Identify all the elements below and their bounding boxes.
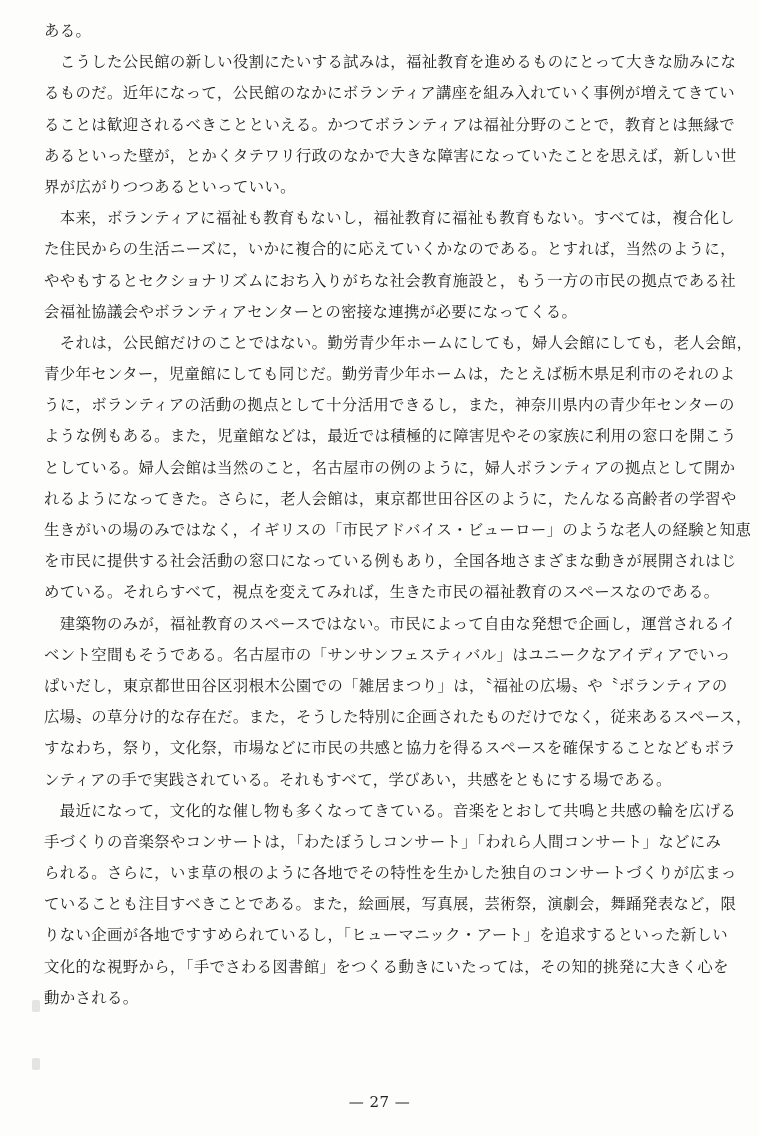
- text-line: ぱいだし，東京都世田谷区羽根木公園での「雑居まつり」は，〝福祉の広場〟や〝ボランティアの: [44, 676, 728, 695]
- text-line: ような例もある。また，児童館などは，最近では積極的に障害児やその家族に利用の窓口を開こう: [44, 427, 737, 446]
- text-line: 建築物のみが，福祉教育のスペースではない。市民によって自由な発想で企画し，運営されるイ: [44, 614, 736, 633]
- text-line: 生きがいの場のみではなく，イギリスの「市民アドバイス・ビューロー」のような老人の経験と知恵: [44, 521, 752, 539]
- text-line: [44, 1014, 734, 1045]
- scan-smudge: [32, 1000, 40, 1012]
- text-line: 手づくりの音楽祭やコンサートは，「わたぼうしコンサート」「われら人間コンサート」などにみ: [44, 832, 722, 851]
- text-line: 会福祉協議会やボランティアセンターとの密接な連携が必要になってくる。: [44, 302, 578, 321]
- text-line: 文化的な視野から，「手でさわる図書館」をつくる動きにいたっては，その知的挑発に大きく心を: [44, 957, 729, 976]
- text-line: すなわち，祭り，文化祭，市場などに市民の共感と協力を得るスペースを確保することなどもボラ: [44, 739, 736, 758]
- scan-smudge: [32, 1058, 40, 1070]
- text-line: 本来，ボランティアに福祉も教育もないし，福祉教育に福祉も教育もない。すべては，複合化し: [44, 209, 736, 228]
- text-line: こうした公民館の新しい役割にたいする試みは，福祉教育を進めるものにとって大きな励みにな: [44, 53, 737, 72]
- text-line: ていることも注目すべきことである。また，絵画展，写真展，芸術祭，演劇会，舞踊発表など，限: [44, 895, 737, 914]
- page-number: — 27 —: [348, 1093, 411, 1111]
- text-line: ある。: [44, 22, 92, 40]
- text-line: うに，ボランティアの活動の拠点として十分活用できるし，また，神奈川県内の青少年センターの: [44, 396, 735, 415]
- text-line: それは，公民館だけのことではない。勤労青少年ホームにしても，婦人会館にしても，老人会館，: [44, 333, 753, 352]
- text-line: 界が広がりつつあるといっていい。: [44, 177, 296, 196]
- text-line: られる。さらに，いま草の根のように各地でその特性を生かした独自のコンサートづくりが広まっ: [44, 864, 737, 883]
- text-line: れるようになってきた。さらに，老人会館は，東京都世田谷区のように，たんなる高齢者の学習や: [44, 489, 737, 508]
- text-line: 最近になって，文化的な催し物も多くなってきている。音楽をとおして共鳴と共感の輪を広げる: [44, 801, 737, 820]
- text-line: 動かされる。: [44, 988, 139, 1007]
- text-line: あるといった壁が，とかくタテワリ行政のなかで大きな障害になっていたことを思えば，新しい世: [44, 146, 737, 165]
- body-text: [44, 16, 753, 1045]
- text-line: るものだ。近年になって，公民館のなかにボランティア講座を組み入れていく事例が増えてきてい: [44, 84, 736, 103]
- text-line: としている。婦人会館は当然のこと，名古屋市の例のように，婦人ボランティアの拠点として開か: [44, 458, 736, 477]
- text-line: ややもするとセクショナリズムにおち入りがちな社会教育施設と，もう一方の市民の拠点である社: [44, 271, 736, 290]
- text-line: ンティアの手で実践されている。それもすべて，学びあい，共感をともにする場である。: [44, 770, 672, 789]
- text-line: を市民に提供する社会活動の窓口になっている例もあり，全国各地さまざまな動きが展開されはじ: [44, 552, 737, 571]
- text-line: めている。それらすべて，視点を変えてみれば，生きた市民の福祉教育のスペースなのである。: [44, 583, 720, 602]
- text-line: 広場〟の草分け的な存在だ。また，そうした特別に企画されたものだけでなく，従来あるスペース，: [44, 708, 752, 727]
- text-line: ることは歓迎されるべきことといえる。かつてボランティアは福祉分野のことで，教育とは無縁で: [44, 115, 736, 134]
- text-line: ベント空間もそうである。名古屋市の「サンサンフェスティバル」はユニークなアイディアでいっ: [44, 645, 731, 664]
- text-line: りない企画が各地ですすめられているし，「ヒューマニック・アート」を追求するといった新しい: [44, 926, 728, 945]
- text-line: た住民からの生活ニーズに，いかに複合的に応えていくかなのである。とすれば，当然のように，: [44, 240, 736, 259]
- text-line: 青少年センター，児童館にしても同じだ。勤労青少年ホームは，たとえば栃木県足利市のそれのよ: [44, 365, 736, 384]
